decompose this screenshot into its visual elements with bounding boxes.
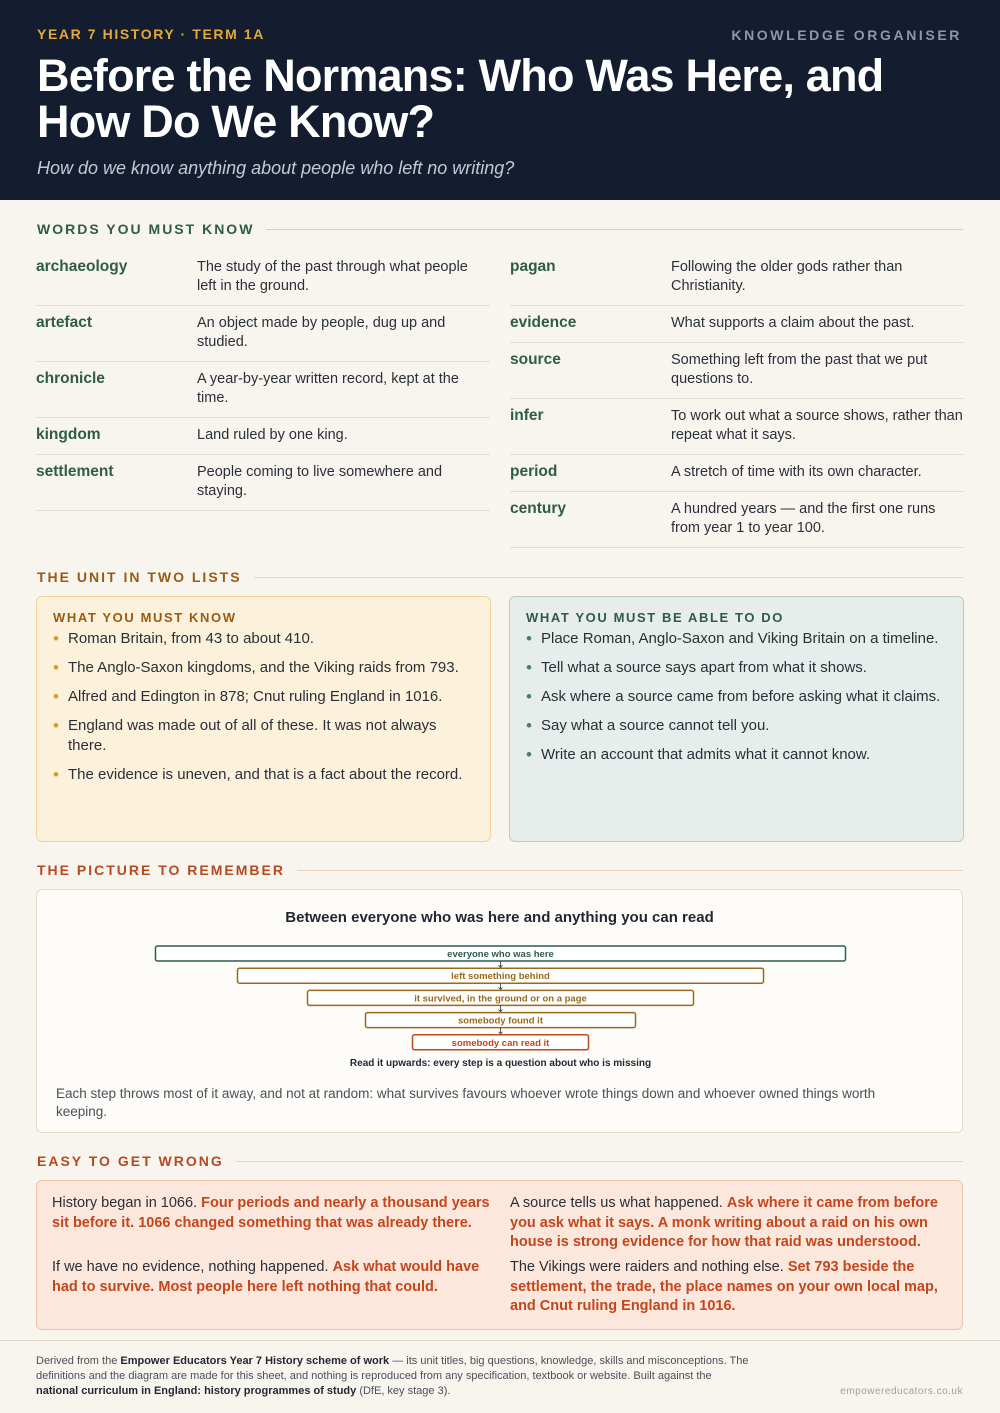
funnel-footnote: Read it upwards: every step is a question about who is missing — [349, 1057, 652, 1069]
big-question: How do we know anything about people who left no writing? — [37, 158, 515, 178]
glossary-definition: A stretch of time with its own character. — [671, 464, 922, 480]
list-item: • Place Roman, Anglo-Saxon and Viking Britain on a timeline. — [526, 629, 947, 649]
funnel-step-label: somebody can read it — [451, 1037, 550, 1049]
correction-text: Four periods and nearly a thousand years sit before it. 1066 changed something that was already there. — [52, 1195, 490, 1231]
glossary-term: kingdom — [36, 426, 101, 443]
glossary-item — [36, 455, 490, 511]
glossary-definition: To work out what a source shows, rather than repeat what it says. — [671, 408, 963, 443]
glossary-item — [510, 306, 964, 343]
funnel-step-label: it survived, in the ground or on a page — [414, 993, 587, 1005]
glossary-item — [510, 343, 964, 399]
glossary-term: pagan — [510, 258, 556, 275]
glossary-term: archaeology — [36, 258, 128, 275]
lists-heading-label: THE UNIT IN TWO LISTS — [37, 569, 242, 585]
glossary-definition: People coming to live somewhere and staying. — [197, 464, 443, 499]
page-header — [0, 0, 1000, 200]
correction-text: Ask what would have had to survive. Most people here left nothing that could. — [52, 1259, 480, 1295]
glossary-term: source — [510, 351, 561, 368]
arrow-down-icon — [499, 983, 503, 989]
must-know-list — [53, 629, 474, 785]
diagram-caption: Each step throws most of it away, and not at random: what survives favours whoever wrote things down and whoever owned things worth keeping. — [56, 1086, 876, 1119]
glossary-term: evidence — [510, 314, 577, 331]
section-divider — [254, 577, 963, 578]
picture-heading-label: THE PICTURE TO REMEMBER — [37, 862, 285, 878]
funnel-step — [156, 946, 846, 961]
glossary-term: settlement — [36, 463, 114, 480]
arrow-down-icon — [499, 1005, 503, 1011]
glossary-column-right — [510, 250, 964, 548]
glossary-heading-label: WORDS YOU MUST KNOW — [37, 221, 255, 237]
arrow-down-icon — [499, 961, 503, 967]
glossary-item — [36, 250, 490, 306]
list-item: • Ask where a source came from before asking what it claims. — [526, 687, 947, 707]
glossary-term: chronicle — [36, 370, 105, 387]
glossary-column-left — [36, 250, 490, 548]
list-item: • England was made out of all of these. It was not always there. — [53, 716, 474, 756]
list-item: • The Anglo-Saxon kingdoms, and the Viking raids from 793. — [53, 658, 474, 678]
must-know-box — [36, 596, 491, 842]
misconception-item — [52, 1258, 497, 1297]
glossary-definition: Following the older gods rather than Christianity. — [671, 259, 903, 294]
misconceptions-heading-label: EASY TO GET WRONG — [37, 1153, 224, 1169]
glossary-definition: A year-by-year written record, kept at the time. — [197, 371, 459, 406]
list-item: • Roman Britain, from 43 to about 410. — [53, 629, 474, 649]
list-item: • Write an account that admits what it cannot know. — [526, 745, 947, 765]
glossary-heading — [37, 221, 963, 237]
list-item: • Alfred and Edington in 878; Cnut ruling England in 1016. — [53, 687, 474, 707]
glossary-item — [510, 455, 964, 492]
misconception-text: If we have no evidence, nothing happened. — [52, 1259, 329, 1275]
must-do-title: WHAT YOU MUST BE ABLE TO DO — [526, 610, 784, 625]
footer-text: — its unit titles, big questions, knowledge, skills and misconceptions. The definitions and the diagram are made for this sheet, and nothing is reproduced from any specification, textbook or website. Built against the — [36, 1355, 749, 1382]
misconception-item — [510, 1258, 955, 1317]
misconception-text: The Vikings were raiders and nothing else. — [510, 1259, 784, 1275]
section-divider — [297, 870, 963, 871]
footer-url: empowereducators.co.uk — [840, 1386, 963, 1397]
picture-heading — [37, 862, 963, 878]
glossary-item — [510, 399, 964, 455]
footer-text: Derived from the — [36, 1355, 121, 1367]
funnel-step — [308, 990, 694, 1005]
document-type-label: KNOWLEDGE ORGANISER — [731, 27, 962, 43]
curriculum-name: national curriculum in England: history programmes of study — [36, 1385, 357, 1397]
misconceptions-box — [36, 1180, 963, 1330]
correction-text: Set 793 beside the settlement, the trade, the place names on your own local map, and Cnut ruling England in 1016. — [510, 1259, 938, 1314]
footer-credits — [36, 1354, 756, 1399]
glossary-definition: Land ruled by one king. — [197, 427, 348, 443]
course-label: YEAR 7 HISTORY · TERM 1A — [37, 26, 265, 42]
glossary-term: century — [510, 500, 566, 517]
funnel-step — [413, 1035, 589, 1050]
must-do-box — [509, 596, 964, 842]
correction-text: Ask where it came from before you ask what it says. A monk writing about a raid on his own house is strong evidence for how that raid was understood. — [510, 1195, 938, 1250]
section-divider — [266, 229, 963, 230]
funnel-step-label: somebody found it — [458, 1015, 543, 1027]
evidence-funnel-diagram — [36, 889, 963, 1133]
glossary — [36, 250, 964, 548]
glossary-definition: An object made by people, dug up and studied. — [197, 315, 446, 350]
section-divider — [236, 1161, 963, 1162]
misconception-item — [52, 1194, 497, 1233]
glossary-definition: Something left from the past that we put questions to. — [671, 352, 928, 387]
list-item: • The evidence is uneven, and that is a fact about the record. — [53, 765, 474, 785]
funnel-step — [238, 968, 764, 983]
glossary-term: period — [510, 463, 558, 480]
arrow-down-icon — [499, 1028, 503, 1034]
glossary-definition: The study of the past through what people left in the ground. — [197, 259, 468, 294]
funnel-svg — [37, 890, 964, 1080]
funnel-step-label: everyone who was here — [447, 949, 554, 960]
footer-text: (DfE, key stage 3). — [356, 1385, 451, 1397]
funnel-step-label: left something behind — [451, 971, 550, 983]
funnel-step — [366, 1013, 636, 1028]
glossary-term: infer — [510, 407, 544, 424]
scheme-name: Empower Educators Year 7 History scheme of work — [120, 1355, 390, 1367]
diagram-title: Between everyone who was here and anything you can read — [285, 909, 714, 926]
glossary-item — [36, 418, 490, 455]
misconception-item — [510, 1194, 955, 1253]
must-know-title: WHAT YOU MUST KNOW — [53, 610, 237, 625]
misconception-text: History began in 1066. — [52, 1195, 198, 1211]
must-do-list — [526, 629, 947, 765]
glossary-item — [510, 492, 964, 548]
page-title: Before the Normans: Who Was Here, and How Do We Know? — [37, 50, 884, 147]
misconception-text: A source tells us what happened. — [510, 1195, 723, 1211]
glossary-item — [36, 362, 490, 418]
glossary-definition: A hundred years — and the first one runs from year 1 to year 100. — [671, 501, 936, 536]
glossary-item — [510, 250, 964, 306]
list-item: • Tell what a source says apart from what it shows. — [526, 658, 947, 678]
misconceptions-heading — [37, 1153, 963, 1169]
glossary-item — [36, 306, 490, 362]
lists-heading — [37, 569, 963, 585]
list-item: • Say what a source cannot tell you. — [526, 716, 947, 736]
glossary-definition: What supports a claim about the past. — [671, 315, 915, 331]
glossary-term: artefact — [36, 314, 92, 331]
footer-divider — [0, 1340, 1000, 1341]
